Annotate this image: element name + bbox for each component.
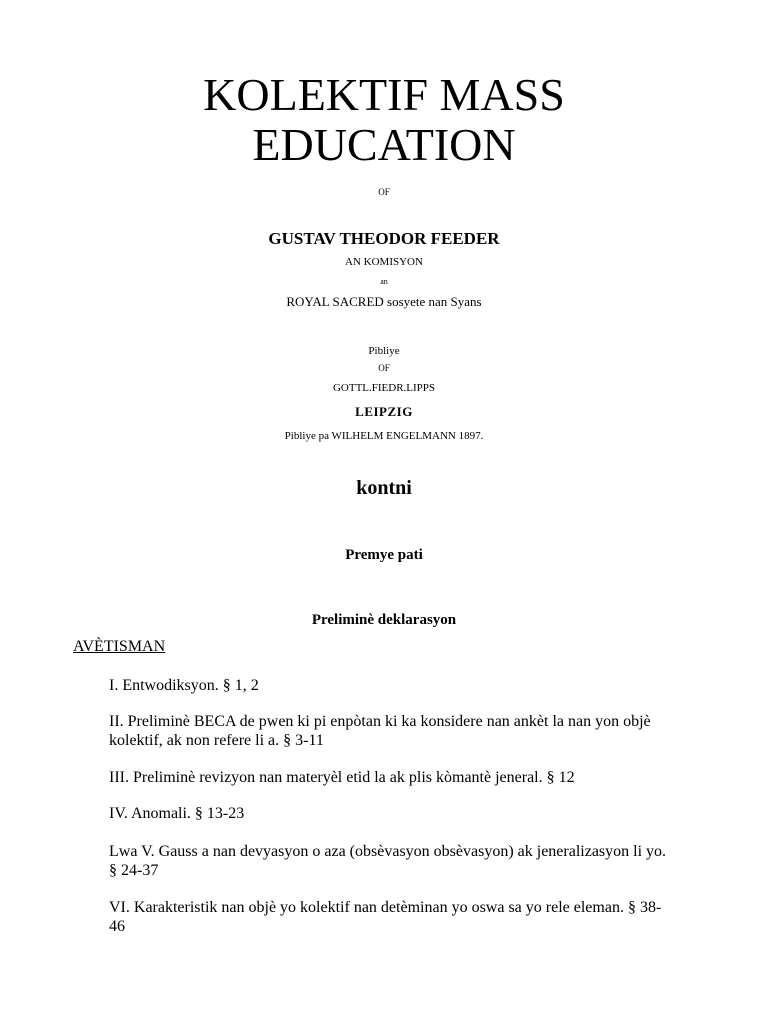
toc-item-2[interactable]: II. Preliminè BECA de pwen ki pi enpòtan ki ka konsidere nan ankèt la nan yon objè kolektif, ak non refere li a. § 3-11 (109, 713, 651, 749)
commission-label: AN KOMISYON (345, 256, 423, 268)
toc-item-6[interactable]: VI. Karakteristik nan objè yo kolektif nan detèminan yo oswa sa yo rele eleman. § 38-46 (109, 899, 662, 935)
part-heading: Premye pati (345, 547, 423, 563)
warning-link[interactable]: AVÈTISMAN (73, 638, 166, 655)
contents-heading: kontni (356, 477, 412, 499)
an-label: an (380, 277, 388, 286)
toc-item-1[interactable]: I. Entwodiksyon. § 1, 2 (109, 677, 259, 694)
city-name: LEIPZIG (355, 404, 413, 419)
title-line-2: EDUCATION (252, 119, 516, 170)
of-label-1: OF (378, 187, 390, 197)
section-heading: Preliminè deklarasyon (311, 612, 457, 628)
toc-item-5[interactable]: Lwa V. Gauss a nan devyasyon o aza (obsèvasyon obsèvasyon) ak jeneralizasyon li yo. § 24-37 (109, 843, 667, 879)
published-label: Pibliye (368, 345, 400, 357)
toc-item-3[interactable]: III. Preliminè revizyon nan materyèl etid la ak plis kòmantè jeneral. § 12 (109, 769, 575, 786)
published-by-line: Pibliye pa WILHELM ENGELMANN 1897. (284, 430, 484, 442)
author-name: GUSTAV THEODOR FEEDER (268, 229, 500, 248)
toc-item-4[interactable]: IV. Anomali. § 13-23 (109, 805, 245, 822)
publisher-name: GOTTL.FIEDR.LIPPS (332, 382, 436, 394)
title-line-1: KOLEKTIF MASS (203, 69, 565, 120)
society-line: ROYAL SACRED sosyete nan Syans (286, 294, 482, 309)
document-title (0, 70, 768, 170)
of-label-2: OF (378, 363, 390, 373)
